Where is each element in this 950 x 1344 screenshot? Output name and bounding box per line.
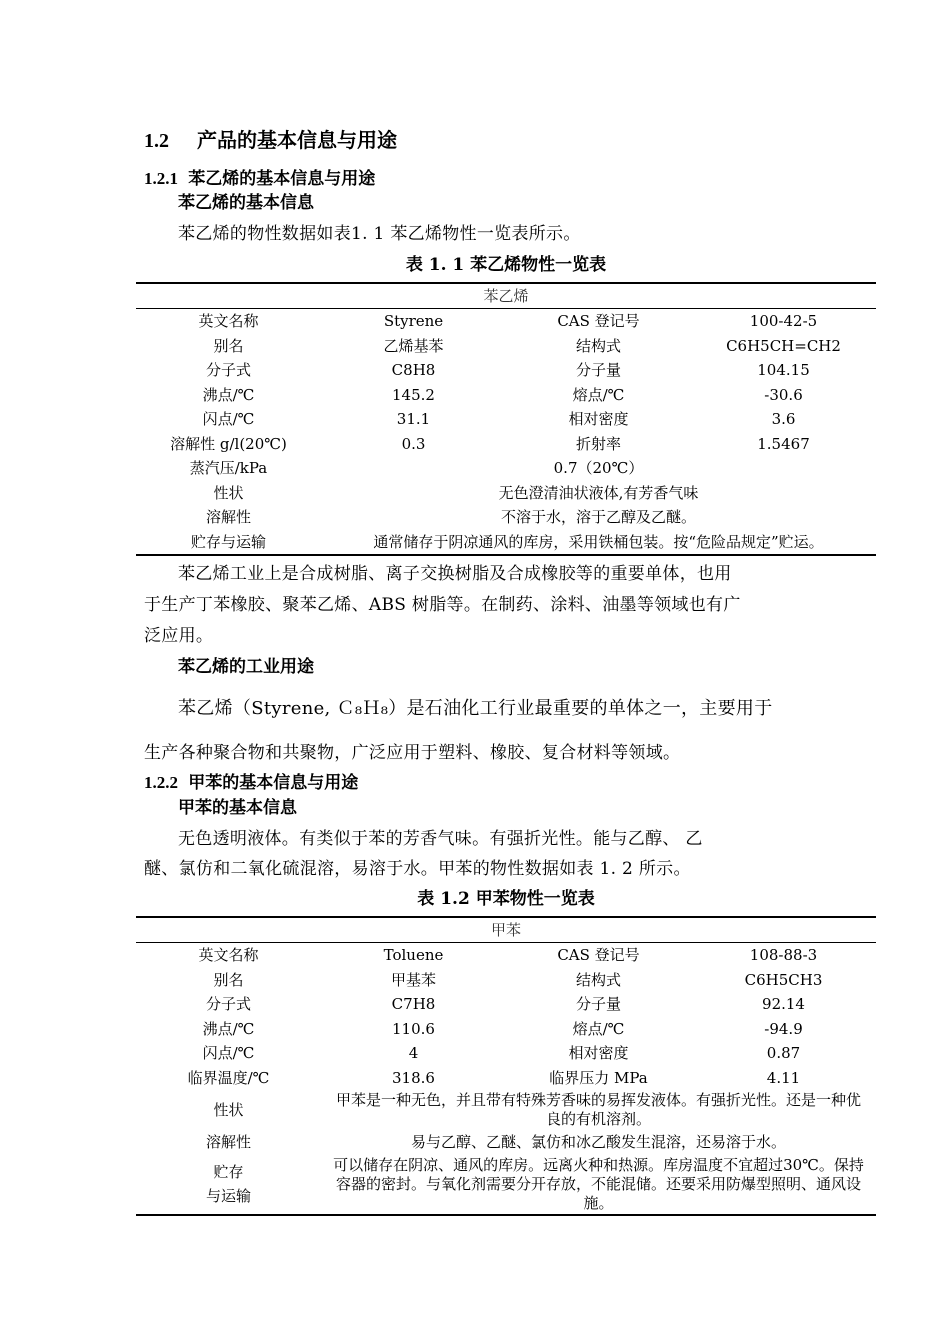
table-cell: 0.87 — [766, 1044, 801, 1062]
table-row — [136, 334, 876, 359]
styrene-para-line-1: 苯乙烯工业上是合成树脂、离子交换树脂及合成橡胶等的重要单体，也用 — [178, 564, 732, 584]
table-cell-value: 无色澄清油状液体,有芳香气味 — [498, 483, 699, 502]
styrene-usage-line-2: 生产各种聚合物和共聚物，广泛应用于塑料、橡胶、复合材料等领域。 — [144, 743, 681, 763]
toluene-para-line-1: 无色透明液体。有类似于苯的芳香气味。有强折光性。能与乙醇、 乙 — [178, 829, 703, 849]
table-cell: 分子量 — [575, 995, 621, 1013]
table-header-cell: 甲苯 — [136, 917, 876, 943]
table-cell: 31.1 — [396, 410, 431, 428]
toluene-para-line-2: 醚、氯仿和二氧化硫混溶，易溶于水。甲苯的物性数据如表 1. 2 所示。 — [144, 859, 691, 879]
table-cell: 318.6 — [392, 1068, 435, 1087]
styrene-intro: 苯乙烯的物性数据如表1. 1 苯乙烯物性一览表所示。 — [178, 224, 581, 244]
table-cell: 分子式 — [205, 361, 251, 379]
table-cell: 折射率 — [575, 434, 621, 453]
table-cell: -94.9 — [764, 1019, 803, 1038]
table-cell: 溶解性 g/l(20℃) — [170, 434, 287, 453]
table-row — [136, 505, 876, 530]
section-heading — [144, 128, 397, 153]
table-cell: 熔点/℃ — [572, 1019, 625, 1038]
table-cell-label: 贮存 与运输 — [136, 1155, 321, 1215]
table-cell-value: 可以储存在阴凉、通风的库房。远离火种和热源。库房温度不宜超过30℃。保持容器的密封。与氧化剂需要分开存放，不能混储。还要采用防爆型照明、通风设施。 — [321, 1155, 876, 1215]
table-row — [136, 383, 876, 408]
table-cell-label: 溶解性 — [205, 508, 251, 526]
table-cell: CAS 登记号 — [557, 946, 640, 964]
table-cell-label: 性状 — [213, 1100, 244, 1119]
table-row — [136, 992, 876, 1017]
table-row — [136, 481, 876, 506]
table-cell: 熔点/℃ — [572, 385, 625, 404]
table-row — [136, 1041, 876, 1066]
table-cell: 145.2 — [392, 385, 435, 404]
table-cell: 108-88-3 — [749, 946, 818, 964]
table-cell: C7H8 — [391, 995, 436, 1013]
toluene-table-caption: 表 1.2 甲苯物性一览表 — [417, 889, 595, 909]
table-header-row — [136, 283, 876, 309]
table-cell: 110.6 — [392, 1019, 435, 1038]
table-cell: Styrene — [383, 312, 444, 330]
toluene-heading — [144, 772, 358, 794]
table-cell: 英文名称 — [198, 312, 259, 330]
table-cell: 分子量 — [575, 361, 621, 379]
table-cell: C6H5CH3 — [744, 970, 823, 989]
styrene-para-line-3: 泛应用。 — [144, 626, 214, 646]
table-cell: 乙烯基苯 — [383, 336, 444, 355]
table-cell: 闪点/℃ — [202, 410, 255, 428]
table-cell-label: 性状 — [213, 483, 244, 502]
table-cell-value: 不溶于水，溶于乙醇及乙醚。 — [501, 508, 697, 526]
table-cell: 甲基苯 — [390, 970, 436, 989]
table-cell: 100-42-5 — [749, 312, 818, 330]
table-cell-label: 溶解性 — [205, 1133, 251, 1151]
table-cell: 结构式 — [575, 970, 621, 989]
styrene-heading-title: 苯乙烯的基本信息与用途 — [188, 169, 376, 189]
table-row — [136, 407, 876, 432]
table-cell-value: 易与乙醇、乙醚、氯仿和冰乙酸发生混溶，还易溶于水。 — [411, 1132, 787, 1151]
table-cell: 别名 — [213, 336, 244, 355]
table-row — [136, 432, 876, 457]
styrene-para-line-2: 于生产丁苯橡胶、聚苯乙烯、ABS 树脂等。在制药、涂料、油墨等领域也有广 — [144, 595, 741, 615]
table-cell: 沸点/℃ — [202, 385, 255, 404]
table-row — [136, 358, 876, 383]
table-cell: 闪点/℃ — [202, 1044, 255, 1062]
table-row — [136, 456, 876, 481]
table-row — [136, 1017, 876, 1042]
table-cell-value: 甲苯是一种无色，并且带有特殊芳香味的易挥发液体。有强折光性。还是一种优良的有机溶剂。 — [336, 1091, 862, 1128]
table-cell: 3.6 — [771, 410, 796, 428]
styrene-property-table — [136, 282, 876, 556]
table-row — [136, 309, 876, 334]
toluene-heading-number: 1.2.2 — [144, 773, 178, 792]
table-cell: 0.3 — [401, 434, 426, 453]
section-title: 产品的基本信息与用途 — [197, 128, 397, 152]
styrene-usage-line-1: 苯乙烯（Styrene, Ｃ₈Ｈ₈）是石油化工行业最重要的单体之一，主要用于 — [178, 698, 773, 719]
table-cell: 结构式 — [575, 336, 621, 355]
table-row — [136, 943, 876, 968]
table-cell: C6H5CH=CH2 — [726, 336, 841, 355]
table-cell: Toluene — [383, 946, 444, 964]
table-cell-label: 蒸汽压/kPa — [189, 459, 268, 477]
table-row — [136, 1066, 876, 1091]
table-cell: 4.11 — [766, 1068, 801, 1087]
table-cell: -30.6 — [764, 385, 803, 404]
table-row — [136, 1155, 876, 1215]
table-cell: C8H8 — [391, 361, 436, 379]
table-row — [136, 968, 876, 993]
styrene-table-caption: 表 1. 1 苯乙烯物性一览表 — [405, 255, 607, 275]
table-cell: 别名 — [213, 970, 244, 989]
table-cell-label: 贮存与运输 — [136, 530, 321, 556]
table-header-cell: 苯乙烯 — [136, 283, 876, 309]
styrene-basic-info-title: 苯乙烯的基本信息 — [178, 193, 314, 213]
table-cell: 分子式 — [205, 995, 251, 1013]
table-cell: CAS 登记号 — [557, 312, 640, 330]
styrene-usage-title: 苯乙烯的工业用途 — [178, 657, 314, 677]
toluene-property-table — [136, 916, 876, 1216]
table-cell: 92.14 — [762, 995, 805, 1013]
table-cell: 沸点/℃ — [202, 1019, 255, 1038]
table-row — [136, 1090, 876, 1130]
table-cell: 4 — [408, 1044, 419, 1062]
table-row — [136, 1130, 876, 1155]
table-cell: 相对密度 — [568, 1044, 629, 1062]
toluene-basic-info-title: 甲苯的基本信息 — [178, 798, 297, 818]
table-cell-value: 0.7（20℃） — [553, 459, 644, 477]
table-cell: 临界温度/℃ — [187, 1068, 270, 1087]
table-row — [136, 530, 876, 556]
styrene-heading-number: 1.2.1 — [144, 169, 178, 188]
table-cell: 104.15 — [757, 361, 810, 379]
table-header-row — [136, 917, 876, 943]
toluene-heading-title: 甲苯的基本信息与用途 — [188, 773, 359, 793]
table-cell-value: 通常储存于阴凉通风的库房，采用铁桶包装。按“危险品规定”贮运。 — [321, 530, 876, 556]
section-number: 1.2 — [144, 130, 169, 152]
styrene-heading — [144, 168, 375, 190]
table-cell: 相对密度 — [568, 410, 629, 428]
table-cell: 英文名称 — [198, 946, 259, 964]
table-cell: 临界压力 MPa — [549, 1068, 648, 1087]
table-cell: 1.5467 — [757, 434, 810, 453]
